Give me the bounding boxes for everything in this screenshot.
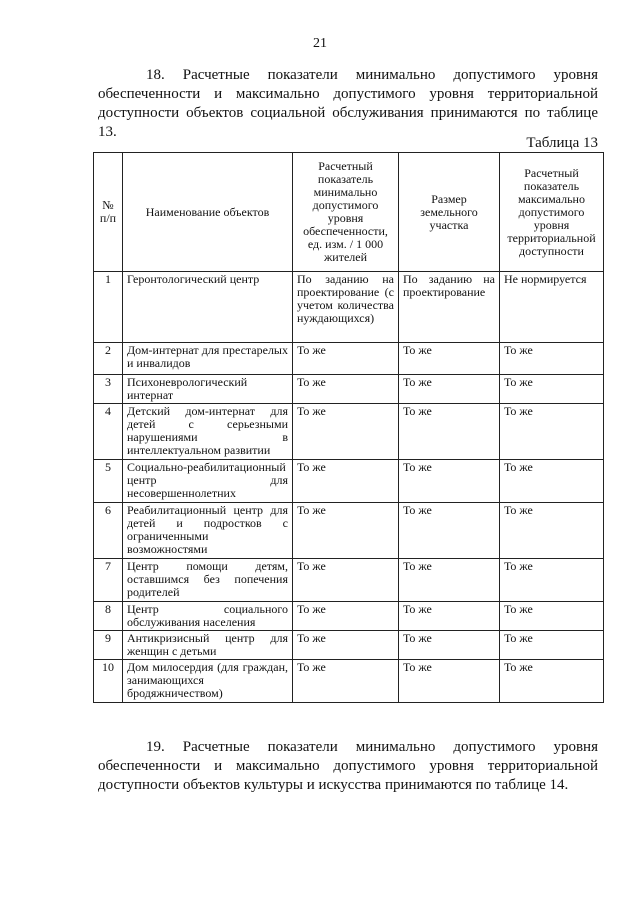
- cell-access: То же: [500, 559, 604, 602]
- cell-land: По заданию на проектирование: [399, 272, 500, 343]
- table-row: [94, 343, 604, 375]
- table-row: [94, 503, 604, 559]
- header-land: Размер земельного участка: [399, 153, 500, 272]
- cell-provision: То же: [293, 375, 399, 404]
- cell-name: Социально-реабилитационный центр для несовершеннолетних: [123, 460, 293, 503]
- cell-access: То же: [500, 602, 604, 631]
- cell-access: То же: [500, 631, 604, 660]
- table-row: [94, 602, 604, 631]
- cell-num: 10: [94, 660, 123, 703]
- cell-num: 8: [94, 602, 123, 631]
- table-13: [93, 152, 604, 703]
- cell-provision: То же: [293, 404, 399, 460]
- cell-num: 4: [94, 404, 123, 460]
- cell-provision: То же: [293, 602, 399, 631]
- cell-land: То же: [399, 375, 500, 404]
- cell-num: 3: [94, 375, 123, 404]
- cell-name: Реабилитационный центр для детей и подростков с ограниченными возможностями: [123, 503, 293, 559]
- paragraph-19: 19. Расчетные показатели минимально допустимого уровня обеспеченности и максимально допустимого уровня территориальной доступности объектов культуры и искусства принимаются по таблице 14.: [98, 739, 598, 793]
- table-row: [94, 375, 604, 404]
- cell-num: 5: [94, 460, 123, 503]
- table-header-row: [94, 153, 604, 272]
- cell-name: Детский дом-интернат для детей с серьезными нарушениями в интеллектуальном развитии: [123, 404, 293, 460]
- cell-num: 1: [94, 272, 123, 343]
- table-row: [94, 559, 604, 602]
- cell-name: Геронтологический центр: [123, 272, 293, 343]
- cell-access: То же: [500, 375, 604, 404]
- page-number: 21: [313, 36, 327, 51]
- cell-access: То же: [500, 460, 604, 503]
- cell-access: То же: [500, 343, 604, 375]
- table-row: [94, 460, 604, 503]
- cell-access: То же: [500, 660, 604, 703]
- cell-name: Антикризисный центр для женщин с детьми: [123, 631, 293, 660]
- table-row: [94, 404, 604, 460]
- paragraph-18: 18. Расчетные показатели минимально допустимого уровня обеспеченности и максимально допустимого уровня территориальной доступности объектов социальной обслуживания принимаются по таблице 13.: [98, 67, 598, 140]
- cell-name: Дом милосердия (для граждан, занимающихся бродяжничеством): [123, 660, 293, 703]
- header-num: № п/п: [94, 153, 123, 272]
- cell-name: Психоневрологический интернат: [123, 375, 293, 404]
- cell-name: Центр помощи детям, оставшимся без попечения родителей: [123, 559, 293, 602]
- cell-access: То же: [500, 404, 604, 460]
- cell-provision: То же: [293, 343, 399, 375]
- header-provision: Расчетный показатель минимально допустимого уровня обеспеченности, ед. изм. / 1 000 жителей: [293, 153, 399, 272]
- header-name: Наименование объектов: [123, 153, 293, 272]
- cell-access: Не нормируется: [500, 272, 604, 343]
- cell-land: То же: [399, 602, 500, 631]
- table-row: [94, 272, 604, 343]
- cell-land: То же: [399, 404, 500, 460]
- cell-num: 9: [94, 631, 123, 660]
- cell-num: 7: [94, 559, 123, 602]
- cell-provision: То же: [293, 460, 399, 503]
- cell-land: То же: [399, 460, 500, 503]
- cell-num: 2: [94, 343, 123, 375]
- table-row: [94, 631, 604, 660]
- table-caption: Таблица 13: [526, 135, 598, 151]
- cell-access: То же: [500, 503, 604, 559]
- cell-land: То же: [399, 631, 500, 660]
- cell-provision: То же: [293, 503, 399, 559]
- table-row: [94, 660, 604, 703]
- cell-provision: То же: [293, 660, 399, 703]
- cell-name: Дом-интернат для престарелых и инвалидов: [123, 343, 293, 375]
- header-access: Расчетный показатель максимально допустимого уровня территориальной доступности: [500, 153, 604, 272]
- cell-land: То же: [399, 660, 500, 703]
- cell-provision: То же: [293, 631, 399, 660]
- cell-provision: То же: [293, 559, 399, 602]
- cell-land: То же: [399, 503, 500, 559]
- cell-provision: По заданию на проектирование (с учетом количества нуждающихся): [293, 272, 399, 343]
- cell-land: То же: [399, 343, 500, 375]
- cell-name: Центр социального обслуживания населения: [123, 602, 293, 631]
- cell-num: 6: [94, 503, 123, 559]
- cell-land: То же: [399, 559, 500, 602]
